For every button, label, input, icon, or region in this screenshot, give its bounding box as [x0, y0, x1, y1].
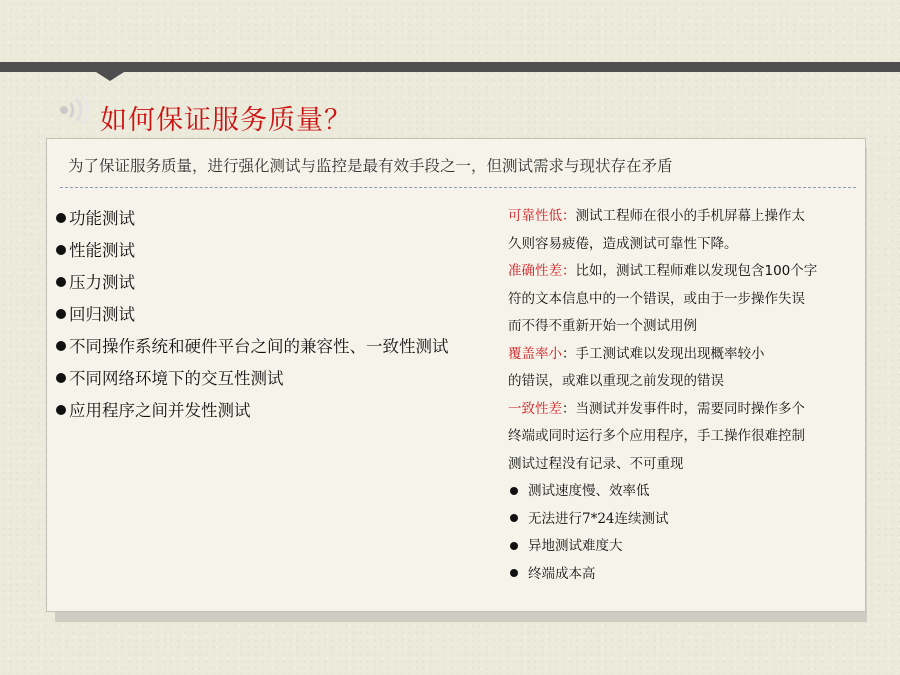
bullet-icon [56, 245, 66, 255]
list-item [56, 299, 449, 331]
list-item [56, 203, 449, 235]
bullet-icon [56, 277, 66, 287]
problem-line: 符的文本信息中的一个错误，或由于一步操作失误 [508, 290, 805, 307]
problem-text: ：当测试并发事件时，需要同时操作多个 [562, 400, 805, 417]
problem-label: 一致性差 [508, 400, 562, 417]
bullet-icon [56, 309, 66, 319]
list-item [56, 395, 449, 427]
problem-label: 覆盖率小 [508, 345, 562, 362]
list-item-text: 不同操作系统和硬件平台之间的兼容性、一致性测试 [69, 337, 449, 356]
problem-line: 的错误，或难以重现之前发现的错误 [508, 373, 724, 389]
list-item-text: 应用程序之间并发性测试 [69, 401, 251, 420]
problem-text: ：手工测试难以发现出现概率较小 [562, 345, 765, 362]
list-item-text: 功能测试 [69, 209, 135, 228]
problem-line [508, 341, 853, 369]
summary-item-text: 异地测试难度大 [528, 538, 623, 554]
test-type-list [56, 203, 449, 427]
summary-item-text: 无法进行7*24连续测试 [528, 510, 669, 527]
bullet-icon [510, 514, 518, 522]
list-item [56, 267, 449, 299]
bullet-icon [56, 213, 66, 223]
problem-line: 久则容易疲倦，造成测试可靠性下降。 [508, 235, 738, 252]
bullet-icon [510, 569, 518, 577]
summary-item [508, 561, 853, 589]
list-item [56, 363, 449, 395]
problem-line: 而不得不重新开始一个测试用例 [508, 318, 697, 334]
summary-item [508, 533, 853, 561]
problem-line [508, 258, 853, 286]
slide-subtitle: 为了保证服务质量，进行强化测试与监控是最有效手段之一，但测试需求与现状存在矛盾 [68, 157, 673, 175]
list-item [56, 331, 449, 363]
list-item-text: 不同网络环境下的交互性测试 [69, 369, 284, 388]
summary-item-text: 终端成本高 [528, 565, 596, 582]
bullet-icon [510, 487, 518, 495]
bullet-icon [56, 405, 66, 415]
problem-line: 测试过程没有记录、不可重现 [508, 455, 684, 472]
bullet-icon [56, 373, 66, 383]
problem-label: 可靠性低： [508, 208, 576, 224]
problem-label: 准确性差： [508, 263, 576, 279]
slide-title: 如何保证服务质量？ [100, 105, 352, 136]
problem-line [508, 203, 853, 231]
problem-text: 比如，测试工程师难以发现包含100个字 [575, 263, 818, 279]
summary-list [508, 478, 853, 588]
bullet-icon [510, 542, 518, 550]
bullet-icon [56, 341, 66, 351]
speaker-icon [56, 95, 90, 125]
list-item-text: 性能测试 [69, 241, 135, 260]
list-item-text: 回归测试 [69, 305, 135, 324]
problem-text: 测试工程师在很小的手机屏幕上操作太 [575, 208, 805, 224]
header-notch [96, 72, 124, 81]
problems-column [508, 203, 853, 588]
problem-line [508, 396, 853, 424]
summary-item-text: 测试速度慢、效率低 [528, 483, 650, 499]
divider [60, 187, 856, 188]
summary-item [508, 478, 853, 506]
list-item [56, 235, 449, 267]
summary-item [508, 506, 853, 534]
problem-line: 终端或同时运行多个应用程序，手工操作很难控制 [508, 428, 805, 444]
list-item-text: 压力测试 [69, 273, 135, 292]
header-bar [0, 62, 900, 72]
